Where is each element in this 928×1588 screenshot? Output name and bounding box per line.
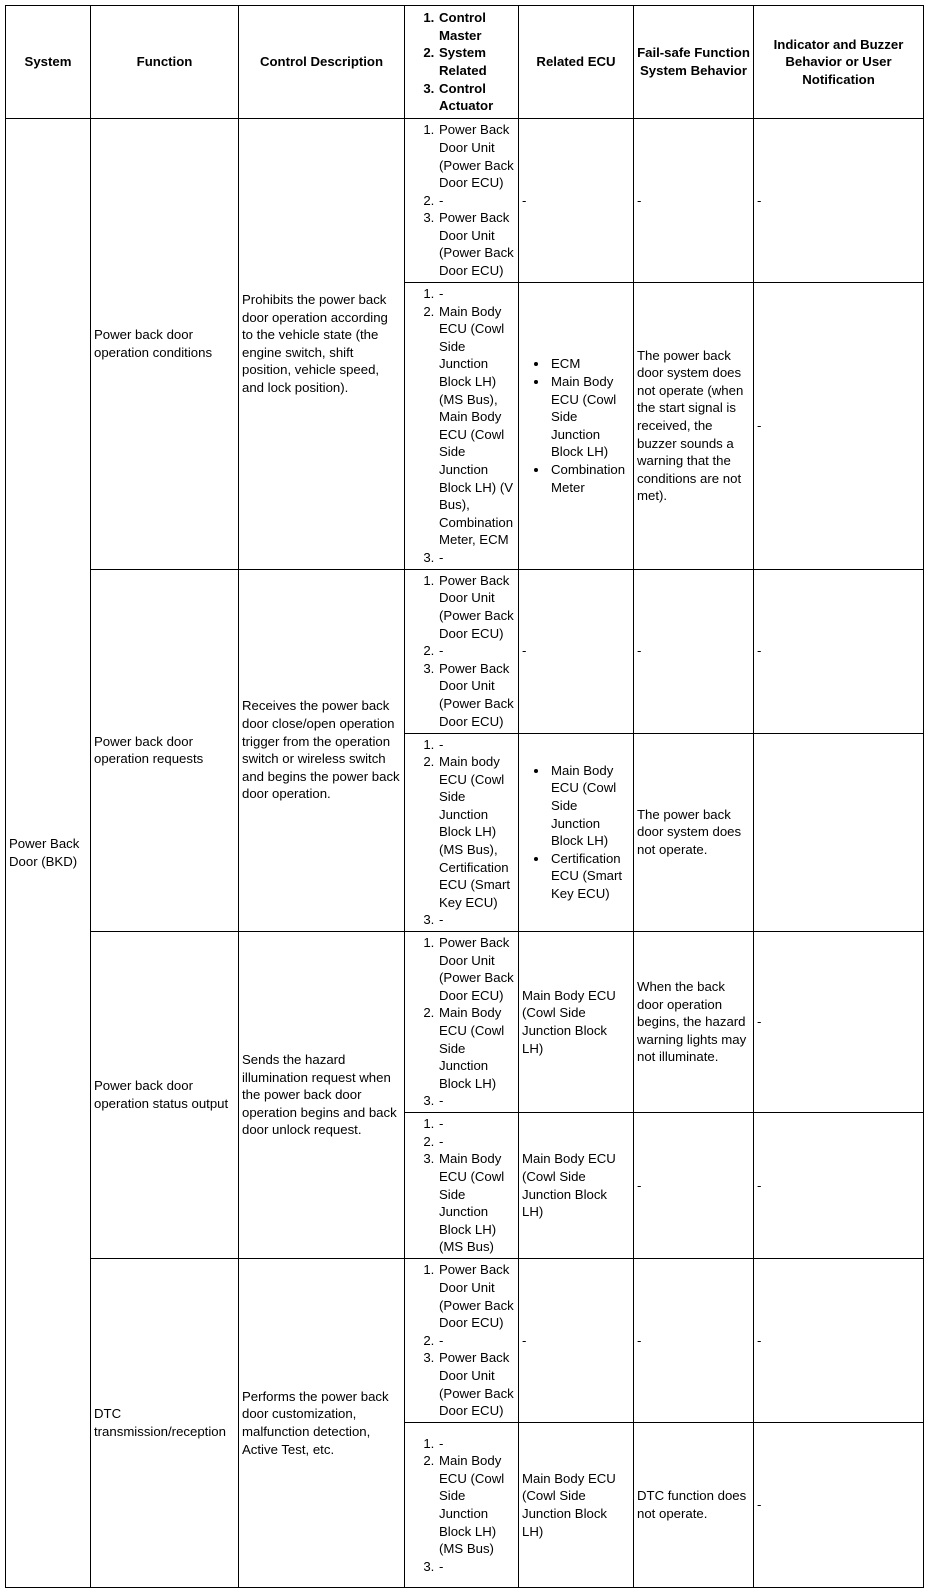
header-control-master: 1. Control Master <box>438 9 515 44</box>
header-indicator: Indicator and Buzzer Behavior or User Notification <box>754 6 924 119</box>
function-cell: DTC transmission/reception <box>91 1259 239 1588</box>
failsafe-cell: - <box>634 119 754 283</box>
function-cell: Power back door operation conditions <box>91 119 239 570</box>
failsafe-cell: - <box>634 1259 754 1423</box>
description-cell: Sends the hazard illumination request when the power back door operation begins and back door unlock request. <box>239 932 405 1259</box>
failsafe-cell: The power back door system does not operate. <box>634 733 754 932</box>
control-master: 1. - <box>438 1435 515 1453</box>
ecu-list <box>522 355 630 496</box>
header-control-list <box>408 9 515 115</box>
header-function: Function <box>91 6 239 119</box>
indicator-cell: - <box>754 1423 924 1588</box>
system-function-table <box>5 5 924 1588</box>
controls-cell <box>405 932 519 1113</box>
controls-cell <box>405 1113 519 1259</box>
description-cell: Receives the power back door close/open operation trigger from the operation switch or wireless switch and begins the power back door operation. <box>239 569 405 932</box>
control-list <box>408 736 515 930</box>
header-related-ecu: Related ECU <box>519 6 634 119</box>
control-list <box>408 121 515 279</box>
control-actuator: 3. - <box>438 1092 515 1110</box>
related-ecu-cell: Main Body ECU (Cowl Side Junction Block LH) <box>519 932 634 1113</box>
control-actuator: 3. Power Back Door Unit (Power Back Door ECU) <box>438 1349 515 1419</box>
control-actuator: 3. Power Back Door Unit (Power Back Door ECU) <box>438 209 515 279</box>
indicator-cell: - <box>754 932 924 1113</box>
indicator-cell: - <box>754 119 924 283</box>
failsafe-cell: When the back door operation begins, the hazard warning lights may not illuminate. <box>634 932 754 1113</box>
failsafe-cell: DTC function does not operate. <box>634 1423 754 1588</box>
controls-cell <box>405 119 519 283</box>
controls-cell <box>405 1423 519 1588</box>
control-actuator: 3. - <box>438 1558 515 1576</box>
description-cell: Performs the power back door customization, malfunction detection, Active Test, etc. <box>239 1259 405 1588</box>
table-row <box>6 1259 924 1423</box>
header-row <box>6 6 924 119</box>
ecu-item: • Combination Meter <box>549 461 630 496</box>
control-master: 1. - <box>438 1115 515 1133</box>
indicator-cell: - <box>754 1113 924 1259</box>
related-ecu-cell: Main Body ECU (Cowl Side Junction Block LH) <box>519 1113 634 1259</box>
ecu-item: • Certification ECU (Smart Key ECU) <box>549 850 630 903</box>
related-ecu-cell: Main Body ECU (Cowl Side Junction Block LH) <box>519 1423 634 1588</box>
control-master: 1. - <box>438 285 515 303</box>
controls-cell <box>405 733 519 932</box>
indicator-cell: - <box>754 283 924 570</box>
header-control-items <box>405 6 519 119</box>
system-related: 2. Main Body ECU (Cowl Side Junction Block LH) <box>438 1004 515 1092</box>
table-row <box>6 932 924 1113</box>
control-actuator: 3. Main Body ECU (Cowl Side Junction Block LH) (MS Bus) <box>438 1150 515 1256</box>
system-related: 2. Main Body ECU (Cowl Side Junction Block LH) (MS Bus), Main Body ECU (Cowl Side Junction Block LH) (V Bus), Combination Meter, ECM <box>438 303 515 549</box>
control-list <box>408 285 515 567</box>
control-master: 1. Power Back Door Unit (Power Back Door ECU) <box>438 572 515 642</box>
function-cell: Power back door operation status output <box>91 932 239 1259</box>
control-master: 1. - <box>438 736 515 754</box>
related-ecu-cell <box>519 733 634 932</box>
system-related: 2. Main body ECU (Cowl Side Junction Block LH) (MS Bus), Certification ECU (Smart Key ECU) <box>438 753 515 911</box>
failsafe-cell: The power back door system does not operate (when the start signal is received, the buzzer sounds a warning that the conditions are not met). <box>634 283 754 570</box>
indicator-cell: - <box>754 1259 924 1423</box>
system-cell: Power Back Door (BKD) <box>6 119 91 1588</box>
indicator-cell <box>754 733 924 932</box>
control-actuator: 3. - <box>438 911 515 929</box>
controls-cell <box>405 569 519 733</box>
ecu-item: • Main Body ECU (Cowl Side Junction Block LH) <box>549 373 630 461</box>
table-row <box>6 569 924 733</box>
control-master: 1. Power Back Door Unit (Power Back Door ECU) <box>438 121 515 191</box>
control-list <box>408 934 515 1110</box>
system-related: 2. - <box>438 192 515 210</box>
ecu-item: • Main Body ECU (Cowl Side Junction Block LH) <box>549 762 630 850</box>
system-related: 2. - <box>438 642 515 660</box>
control-master: 1. Power Back Door Unit (Power Back Door ECU) <box>438 934 515 1004</box>
related-ecu-cell: - <box>519 569 634 733</box>
indicator-cell: - <box>754 569 924 733</box>
failsafe-cell: - <box>634 1113 754 1259</box>
failsafe-cell: - <box>634 569 754 733</box>
related-ecu-cell: - <box>519 119 634 283</box>
control-list <box>408 572 515 730</box>
ecu-item: • ECM <box>549 355 630 373</box>
header-system-related: 2. System Related <box>438 44 515 79</box>
system-related: 2. - <box>438 1133 515 1151</box>
description-cell: Prohibits the power back door operation according to the vehicle state (the engine switch, shift position, vehicle speed, and lock position). <box>239 119 405 570</box>
header-fail-safe: Fail-safe Function System Behavior <box>634 6 754 119</box>
control-actuator: 3. Power Back Door Unit (Power Back Door ECU) <box>438 660 515 730</box>
header-control-description: Control Description <box>239 6 405 119</box>
related-ecu-cell <box>519 283 634 570</box>
system-related: 2. - <box>438 1332 515 1350</box>
ecu-list <box>522 762 630 903</box>
header-system: System <box>6 6 91 119</box>
system-related: 2. Main Body ECU (Cowl Side Junction Block LH) (MS Bus) <box>438 1452 515 1558</box>
control-list <box>408 1435 515 1576</box>
control-list <box>408 1115 515 1256</box>
header-control-actuator: 3. Control Actuator <box>438 80 515 115</box>
table-row <box>6 119 924 283</box>
related-ecu-cell: - <box>519 1259 634 1423</box>
controls-cell <box>405 283 519 570</box>
function-cell: Power back door operation requests <box>91 569 239 932</box>
control-actuator: 3. - <box>438 549 515 567</box>
controls-cell <box>405 1259 519 1423</box>
control-master: 1. Power Back Door Unit (Power Back Door ECU) <box>438 1261 515 1331</box>
control-list <box>408 1261 515 1419</box>
